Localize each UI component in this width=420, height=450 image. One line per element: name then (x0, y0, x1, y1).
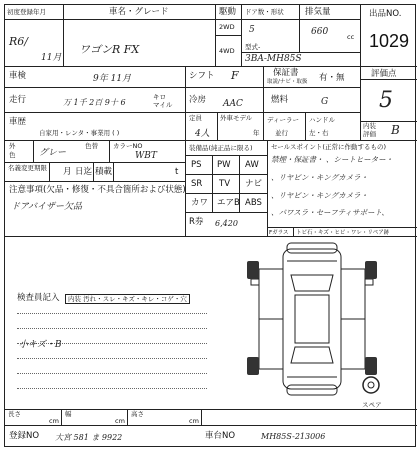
dotted-line (17, 313, 207, 314)
interior-value: B (391, 123, 400, 137)
grid-line (63, 5, 64, 66)
model-year-unit: 年 (253, 129, 260, 137)
grid-line (185, 174, 267, 175)
interior-label: 内装 (363, 122, 376, 130)
drive-2wd: 2WD (219, 23, 235, 31)
tonnage-label: t (175, 167, 179, 177)
option-airbag: エアB (217, 198, 240, 208)
grid-line (49, 162, 50, 181)
score-label: 評価点 (371, 69, 397, 79)
inspector-note: 小キズ・B (19, 340, 62, 350)
first-reg-label: 初度登録年月 (7, 8, 46, 16)
docs-label: 名義変更期限 (8, 164, 47, 172)
width-label: 幅 (65, 410, 72, 418)
displacement-value: 660 (311, 27, 329, 37)
height-unit: cm (189, 417, 199, 425)
fglass-label: Fガラス (269, 230, 289, 236)
steering-value: 左・右 (309, 129, 329, 137)
grid-line (267, 227, 417, 228)
grid-line (217, 112, 218, 140)
grid-line (305, 112, 306, 140)
lot-number: 1029 (369, 31, 410, 51)
steering-label: ハンドル (309, 116, 335, 124)
grid-line (109, 140, 110, 162)
docs-month: 月 (63, 167, 72, 177)
option-ps: PS (191, 160, 202, 170)
car-name-value: ワゴンR FX (79, 43, 140, 56)
mileage-value: 万 1千 2百 9十 6 (63, 98, 126, 107)
grid-line (360, 79, 417, 80)
chassis-value: MH85S-213006 (261, 432, 326, 441)
r-label: R券 (189, 217, 204, 227)
warranty-label: 保証書 (273, 68, 299, 78)
shift-value: F (231, 69, 239, 82)
model-year-label: 外車モデル (220, 114, 253, 122)
grid-line (263, 66, 264, 112)
chassis-label: 車台NO (205, 431, 236, 441)
grid-line (185, 155, 267, 156)
width-unit: cm (115, 417, 125, 425)
dotted-line (17, 388, 207, 389)
grid-line (293, 227, 294, 236)
grid-line (33, 140, 34, 162)
first-reg-month: 11月 (41, 53, 62, 63)
cc-label: cc (347, 33, 355, 41)
notes-label: 注意事項(欠品・修復・不具合箇所および状態) (9, 185, 186, 195)
grid-line (93, 162, 94, 181)
grid-line (267, 227, 268, 236)
grid-line (241, 52, 360, 53)
car-diagram (245, 239, 390, 399)
grid-line (5, 19, 360, 20)
ext-color-label: 外 (9, 142, 16, 150)
dotted-line (17, 328, 207, 329)
spare-tire-icon (363, 377, 379, 393)
model-label: 型式- (245, 43, 261, 51)
lot-label: 出品NO. (369, 9, 402, 19)
grid-line (185, 212, 267, 213)
paint-label: 色替 (85, 142, 98, 150)
km-label: キロ マイル (153, 93, 173, 109)
grid-line (212, 155, 213, 212)
defects-label: トビ石・キズ・ヒビ・ワレ・リペア跡 (296, 230, 390, 236)
capacity-value: 4人 (195, 129, 210, 139)
grid-line (263, 112, 264, 140)
grid-line (185, 66, 186, 140)
aircon-label: 冷房 (189, 95, 207, 105)
drive-4wd: 4WD (219, 47, 235, 55)
grid-line (5, 87, 360, 88)
fuel-label: 燃料 (271, 95, 289, 105)
score-value: 5 (379, 88, 393, 113)
grid-line (61, 409, 62, 425)
option-navi: ナビ (245, 179, 263, 189)
grid-line (5, 162, 185, 163)
grid-line (5, 140, 417, 141)
color-no-label: カラーNO (113, 142, 143, 150)
grid-line (360, 66, 361, 140)
grid-line (201, 409, 202, 425)
mileage-label: 走行 (9, 95, 27, 105)
dealer-sub: 並行 (275, 129, 288, 137)
grid-line (267, 140, 268, 236)
grid-line (241, 5, 242, 66)
interior-sub: 評価 (363, 130, 376, 138)
notes-value: ドアバイザー欠品 (11, 202, 83, 212)
r-value: 6,420 (215, 219, 238, 228)
length-unit: cm (49, 417, 59, 425)
options-title: 装備品(純正品に限る) (189, 144, 253, 152)
first-reg-value: R6/ (9, 35, 28, 48)
inspection-value: 9年 11月 (93, 74, 132, 84)
doors-value: 5 (249, 25, 255, 35)
grid-line (360, 5, 361, 66)
docs-day: 日迄 (75, 167, 93, 177)
grid-line (5, 425, 417, 426)
aircon-value: AAC (223, 99, 243, 109)
grid-line (5, 181, 185, 182)
reg-value: 大宮 581 ま 9922 (55, 433, 123, 442)
shift-label: シフト (189, 71, 215, 81)
grid-line (299, 5, 300, 52)
doors-label: ドア数・形状 (245, 8, 284, 16)
dealer-label: ディーラー (267, 116, 299, 124)
height-label: 高さ (131, 410, 144, 418)
drive-label: 駆動 (219, 7, 237, 17)
car-name-label: 車名・グレード (109, 7, 169, 17)
sales-line: 、リヤビン・キングカメラ・ (271, 173, 369, 182)
dotted-line (17, 373, 207, 374)
grid-line (5, 66, 417, 67)
ext-color-sub: 色 (9, 151, 16, 159)
inspector-items: 内装 汚れ・スレ・キズ・キレ・コゲ・穴 (65, 294, 190, 304)
history-label: 車歴 (9, 117, 27, 127)
color-value: グレー (39, 148, 67, 158)
loaded-label: 積載 (95, 167, 113, 177)
grid-line (185, 193, 267, 194)
history-sub: 自家用・レンタ・事業用 ( ) (39, 129, 120, 137)
inspector-label: 検査員記入 (17, 293, 60, 303)
sales-line: 、リヤビン・キングカメラ・ (271, 191, 369, 200)
sales-line: 禁煙・保証書・ 、シートヒーター・ (271, 155, 394, 164)
warranty-value: 有・無 (319, 73, 345, 83)
sales-line: 、パワスラ・セーフティサポート、 (271, 208, 389, 217)
length-label: 長さ (8, 410, 21, 418)
inspection-label: 車検 (9, 71, 27, 81)
displacement-label: 排気量 (305, 7, 331, 17)
spare-label: スペア (362, 401, 382, 409)
option-pw: PW (217, 160, 231, 170)
grid-line (5, 112, 360, 113)
option-abs: ABS (245, 198, 262, 208)
model-value: 3BA-MH85S (245, 54, 302, 64)
warranty-sub: 取説/ナビ・取扱 (267, 79, 308, 85)
option-aw: AW (245, 160, 259, 170)
option-tv: TV (219, 179, 231, 189)
fuel-value: G (321, 97, 329, 107)
color-no-value: WBT (135, 151, 157, 161)
reg-label: 登録NO (9, 431, 40, 441)
sales-title: セールスポイント(正常に作動するもの) (271, 143, 386, 151)
auction-sheet (4, 4, 416, 447)
capacity-label: 定員 (189, 114, 202, 122)
grid-line (127, 409, 128, 425)
option-leather: カワ (191, 198, 209, 208)
dotted-line (17, 358, 207, 359)
option-sr: SR (191, 179, 203, 189)
grid-line (113, 162, 114, 181)
grid-line (215, 35, 241, 36)
